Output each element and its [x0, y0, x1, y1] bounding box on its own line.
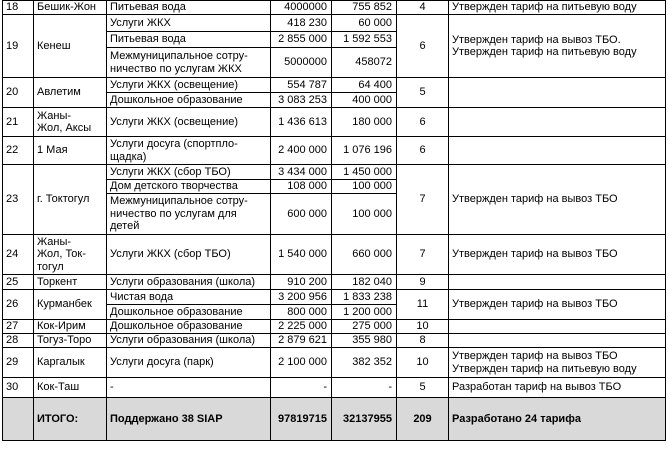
service-purpose: Дом детского творчества [107, 180, 271, 194]
service-purpose: Услуги ЖКХ (освещение) [107, 78, 271, 93]
table-row [3, 78, 666, 93]
service-purpose: Услуги образования (школа) [107, 275, 271, 290]
count-cell: 6 [397, 137, 449, 165]
project-cost: 600 000 [271, 194, 332, 235]
tariff-result: Разработан тариф на вывоз ТБО [449, 378, 666, 398]
grant-amount: 400 000 [332, 93, 397, 108]
service-purpose: Чистая вода [107, 290, 271, 305]
total-count: 209 [397, 398, 449, 441]
count-cell: 7 [397, 235, 449, 275]
service-purpose: Услуги ЖКХ (сбор ТБО) [107, 165, 271, 180]
table-row [3, 165, 666, 180]
table-row [3, 275, 666, 290]
grant-amount: 1 200 000 [332, 305, 397, 320]
project-cost: 108 000 [271, 180, 332, 194]
table-row [3, 1, 666, 15]
row-number: 20 [3, 78, 34, 108]
village-name: Торкент [34, 275, 107, 290]
grant-amount: 1 833 238 [332, 290, 397, 305]
grant-amount: 1 450 000 [332, 165, 397, 180]
tariff-result [449, 275, 666, 290]
row-number: 22 [3, 137, 34, 165]
service-purpose: Дошкольное образование [107, 305, 271, 320]
table-row [3, 320, 666, 334]
project-cost: 5000000 [271, 48, 332, 78]
tariff-result: Утвержден тариф на вывоз ТБО [449, 290, 666, 320]
project-cost: 554 787 [271, 78, 332, 93]
village-name: Тогуз-Торо [34, 334, 107, 348]
row-number: 30 [3, 378, 34, 398]
village-name: Бешик-Жон [34, 1, 107, 15]
service-purpose: Услуги ЖКХ (сбор ТБО) [107, 235, 271, 275]
project-cost: 800 000 [271, 305, 332, 320]
project-cost: 3 434 000 [271, 165, 332, 180]
grant-amount: 355 980 [332, 334, 397, 348]
row-number: 19 [3, 15, 34, 78]
row-number: 25 [3, 275, 34, 290]
project-cost: 2 879 621 [271, 334, 332, 348]
project-cost: 2 225 000 [271, 320, 332, 334]
village-name: Авлетим [34, 78, 107, 108]
grant-amount: 100 000 [332, 180, 397, 194]
service-purpose: Питьевая вода [107, 1, 271, 15]
count-cell: 9 [397, 275, 449, 290]
grant-amount: 60 000 [332, 15, 397, 32]
table-row [3, 378, 666, 398]
table-row [3, 235, 666, 275]
service-purpose: Межмуниципальное сотру- ничество по услугам для детей [107, 194, 271, 235]
row-number: 27 [3, 320, 34, 334]
project-cost: - [271, 378, 332, 398]
row-number: 24 [3, 235, 34, 275]
row-number: 21 [3, 108, 34, 137]
table-row [3, 290, 666, 305]
table-row [3, 348, 666, 378]
total-result: Разработано 24 тарифа [449, 398, 666, 441]
village-name: Жаны- Жол, Аксы [34, 108, 107, 137]
row-number: 23 [3, 165, 34, 235]
village-name: Кенеш [34, 15, 107, 78]
project-cost: 910 200 [271, 275, 332, 290]
tariff-result: Утвержден тариф на вывоз ТБО [449, 235, 666, 275]
project-cost: 1 436 613 [271, 108, 332, 137]
count-cell: 5 [397, 378, 449, 398]
village-name: Курманбек [34, 290, 107, 320]
grant-amount: 275 000 [332, 320, 397, 334]
total-cost: 97819715 [271, 398, 332, 441]
total-number-cell [3, 398, 34, 441]
service-purpose: Питьевая вода [107, 32, 271, 48]
count-cell: 4 [397, 1, 449, 15]
table-row [3, 108, 666, 137]
tariff-result: Утвержден тариф на вывоз ТБО Утвержден тариф на питьевую воду [449, 348, 666, 378]
grant-amount: 180 000 [332, 108, 397, 137]
village-name: Жаны- Жол, Ток- тогул [34, 235, 107, 275]
tariff-result: Утвержден тариф на вывоз ТБО [449, 165, 666, 235]
tariff-result: Утвержден тариф на вывоз ТБО. Утвержден тариф на питьевую воду [449, 15, 666, 78]
grant-amount: 1 076 196 [332, 137, 397, 165]
grant-amount: 100 000 [332, 194, 397, 235]
count-cell: 8 [397, 334, 449, 348]
service-purpose: Услуги досуга (парк) [107, 348, 271, 378]
row-number: 18 [3, 1, 34, 15]
tariff-result [449, 334, 666, 348]
service-purpose: Услуги ЖКХ (освещение) [107, 108, 271, 137]
count-cell: 5 [397, 78, 449, 108]
village-name: Кок-Таш [34, 378, 107, 398]
count-cell: 10 [397, 320, 449, 334]
project-cost: 418 230 [271, 15, 332, 32]
count-cell: 7 [397, 165, 449, 235]
service-purpose: - [107, 378, 271, 398]
grant-amount: 182 040 [332, 275, 397, 290]
project-cost: 1 540 000 [271, 235, 332, 275]
grant-amount: 382 352 [332, 348, 397, 378]
total-label: ИТОГО: [34, 398, 107, 441]
tariff-result [449, 137, 666, 165]
row-number: 26 [3, 290, 34, 320]
project-cost: 2 855 000 [271, 32, 332, 48]
village-name: 1 Мая [34, 137, 107, 165]
table-row [3, 15, 666, 32]
grant-amount: - [332, 378, 397, 398]
row-number: 28 [3, 334, 34, 348]
service-purpose: Услуги ЖКХ [107, 15, 271, 32]
count-cell: 10 [397, 348, 449, 378]
total-grant: 32137955 [332, 398, 397, 441]
project-cost: 4000000 [271, 1, 332, 15]
service-purpose: Дошкольное образование [107, 93, 271, 108]
tariff-result [449, 108, 666, 137]
grant-amount: 660 000 [332, 235, 397, 275]
count-cell: 6 [397, 15, 449, 78]
village-name: Каргалык [34, 348, 107, 378]
grant-amount: 458072 [332, 48, 397, 78]
grant-amount: 755 852 [332, 1, 397, 15]
project-cost: 3 200 956 [271, 290, 332, 305]
project-cost: 2 100 000 [271, 348, 332, 378]
village-name: Кок-Ирим [34, 320, 107, 334]
count-cell: 11 [397, 290, 449, 320]
projects-table [2, 0, 666, 441]
tariff-result [449, 320, 666, 334]
total-row [3, 398, 666, 441]
count-cell: 6 [397, 108, 449, 137]
table-row [3, 334, 666, 348]
project-cost: 3 083 253 [271, 93, 332, 108]
tariff-result: Утвержден тариф на питьевую воду [449, 1, 666, 15]
village-name: г. Токтогул [34, 165, 107, 235]
total-purpose: Поддержано 38 SIAP [107, 398, 271, 441]
service-purpose: Услуги досуга (спортпло- щадка) [107, 137, 271, 165]
grant-amount: 1 592 553 [332, 32, 397, 48]
service-purpose: Услуги образования (школа) [107, 334, 271, 348]
service-purpose: Дошкольное образование [107, 320, 271, 334]
row-number: 29 [3, 348, 34, 378]
project-cost: 2 400 000 [271, 137, 332, 165]
tariff-result [449, 78, 666, 108]
table-row [3, 137, 666, 165]
service-purpose: Межмуниципальное сотру- ничество по услугам ЖКХ [107, 48, 271, 78]
grant-amount: 64 400 [332, 78, 397, 93]
